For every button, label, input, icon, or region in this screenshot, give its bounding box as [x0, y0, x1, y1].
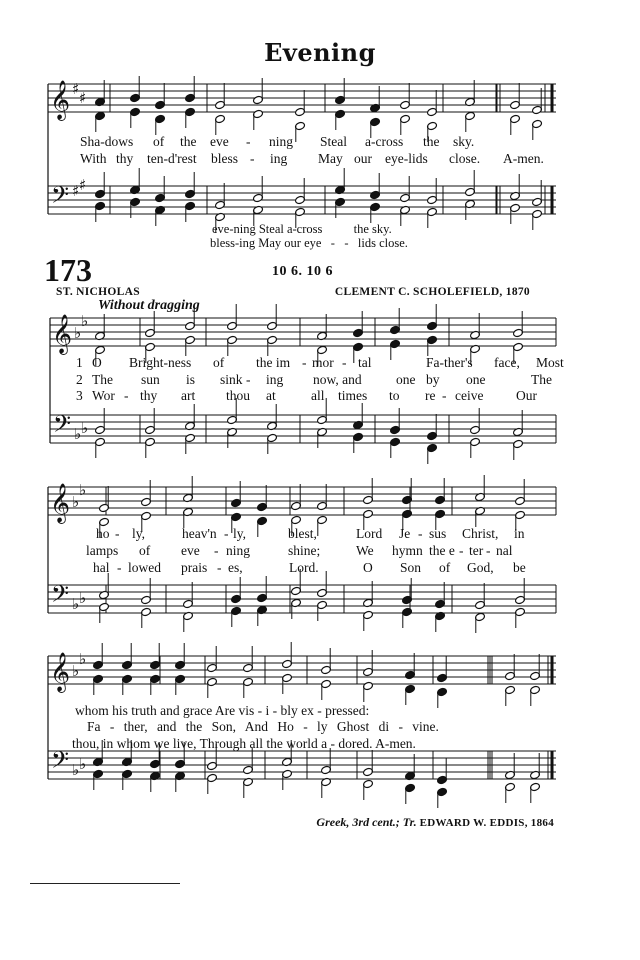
text-credit [316, 815, 554, 830]
s3-verse-3: thou, in whom we live, Through all the world a - dored. A-men. [72, 736, 416, 751]
tempo-marking: Without dragging [98, 298, 200, 313]
key-signature-icon: ♭ [79, 755, 87, 773]
bass-clef-icon: 𝄢 [53, 410, 72, 443]
prev-bass-line-1: eve-ning Steal a-cross the sky. [212, 222, 392, 236]
key-signature-icon: ♭ [79, 650, 87, 668]
key-signature-icon: ♭ [72, 662, 80, 680]
section-title: Evening [264, 38, 376, 67]
treble-clef-icon: 𝄞 [52, 314, 73, 354]
bass-clef-icon: 𝄢 [51, 580, 70, 613]
key-signature-icon: ♯ [72, 182, 80, 200]
key-signature-icon: ♭ [81, 312, 89, 330]
treble-clef-icon: 𝄞 [50, 652, 71, 692]
footer-rule [30, 883, 180, 884]
key-signature-icon: ♯ [79, 176, 87, 194]
meter: 10 6. 10 6 [272, 264, 333, 279]
key-signature-icon: ♭ [72, 761, 80, 779]
key-signature-icon: ♭ [79, 589, 87, 607]
key-signature-icon: ♯ [79, 89, 87, 107]
key-signature-icon: ♭ [72, 493, 80, 511]
key-signature-icon: ♭ [74, 324, 82, 342]
treble-clef-icon: 𝄞 [50, 80, 71, 120]
prev-bass-line-2: bless-ing May our eye - - lids close. [210, 236, 408, 250]
composer: CLEMENT C. SCHOLEFIELD, 1870 [334, 286, 530, 298]
key-signature-icon: ♭ [81, 419, 89, 437]
s3-verse-2: Fa - ther, and the Son, And Ho - ly Ghost di - vine. [87, 719, 439, 734]
credit-name: EDWARD W. EDDIS, 1864 [419, 817, 554, 829]
tune-name: ST. NICHOLAS [56, 286, 140, 298]
bass-clef-icon: 𝄢 [51, 746, 70, 779]
key-signature-icon: ♭ [72, 595, 80, 613]
hymn-number: 173 [44, 252, 92, 288]
treble-clef-icon: 𝄞 [50, 483, 71, 523]
credit-prefix: Greek, 3rd cent.; Tr. [316, 815, 417, 829]
key-signature-icon: ♭ [79, 481, 87, 499]
s3-verse-1: whom his truth and grace Are vis - i - bly ex - pressed: [75, 703, 370, 718]
bass-clef-icon: 𝄢 [51, 181, 70, 214]
key-signature-icon: ♯ [72, 80, 80, 98]
key-signature-icon: ♭ [74, 425, 82, 443]
